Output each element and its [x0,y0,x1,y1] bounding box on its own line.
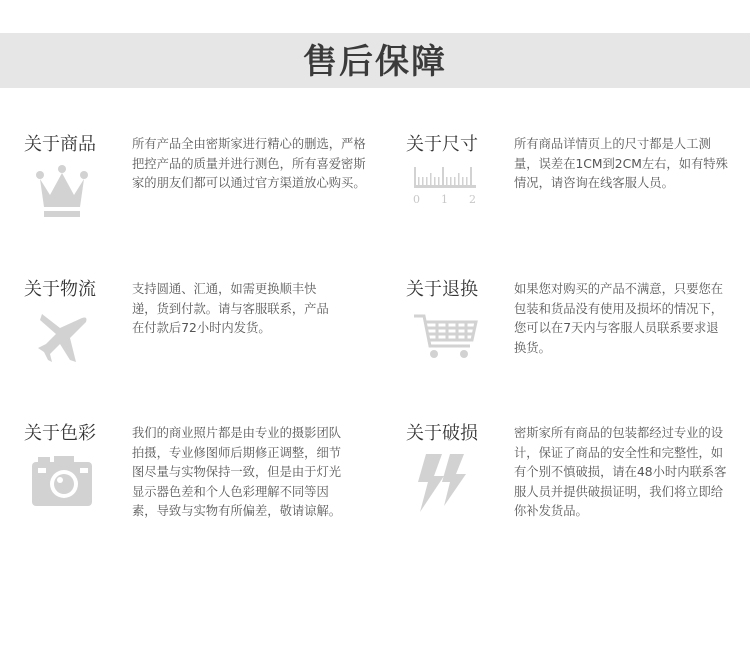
ruler-label: 1 [441,193,448,206]
section-title: 关于商品 [24,134,96,155]
section-title: 关于色彩 [24,423,96,444]
section-product [24,133,369,253]
lightning-icon [412,452,482,512]
section-color [24,422,369,542]
section-damage [406,422,750,542]
crown-icon [30,163,100,223]
section-description: 密斯家所有商品的包装都经过专业的设计，保证了商品的安全性和完整性，如有个别不慎破损，请在48小时内联系客服人员并提供破损证明，我们将立即给你补发货品。 [514,426,727,518]
section-description: 如果您对购买的产品不满意，只要您在包装和货品没有使用及损坏的情况下，您可以在7天内与客服人员联系要求退换货。 [514,282,724,355]
section-description: 支持圆通、汇通，如需更换顺丰快递，货到付款。请与客服联系，产品在付款后72小时内发货。 [132,282,329,335]
section-title: 关于退换 [406,279,478,300]
section-title: 关于破损 [406,423,478,444]
section-size [406,133,750,253]
section-returns [406,278,750,398]
section-title: 关于尺寸 [406,134,478,155]
ruler-icon [412,163,482,223]
airplane-icon [30,308,100,368]
page-title: 售后保障 [303,42,447,82]
section-shipping [24,278,369,398]
ruler-label: 2 [469,193,476,206]
section-description: 我们的商业照片都是由专业的摄影团队拍摄，专业修图师后期修正调整，细节图尽量与实物保持一致，但是由于灯光显示器色差和个人色彩理解不同等因素，导致与实物有所偏差，敬请谅解。 [132,426,342,518]
section-description: 所有产品全由密斯家进行精心的删选，严格把控产品的质量并进行测色，所有喜爱密斯家的朋友们都可以通过官方渠道放心购买。 [132,137,366,190]
section-title: 关于物流 [24,279,96,300]
camera-icon [30,452,100,512]
section-description: 所有商品详情页上的尺寸都是人工测量，误差在1CM到2CM左右，如有特殊情况，请咨询在线客服人员。 [514,137,728,190]
shopping-cart-icon [412,308,482,368]
ruler-label: 0 [413,193,420,206]
